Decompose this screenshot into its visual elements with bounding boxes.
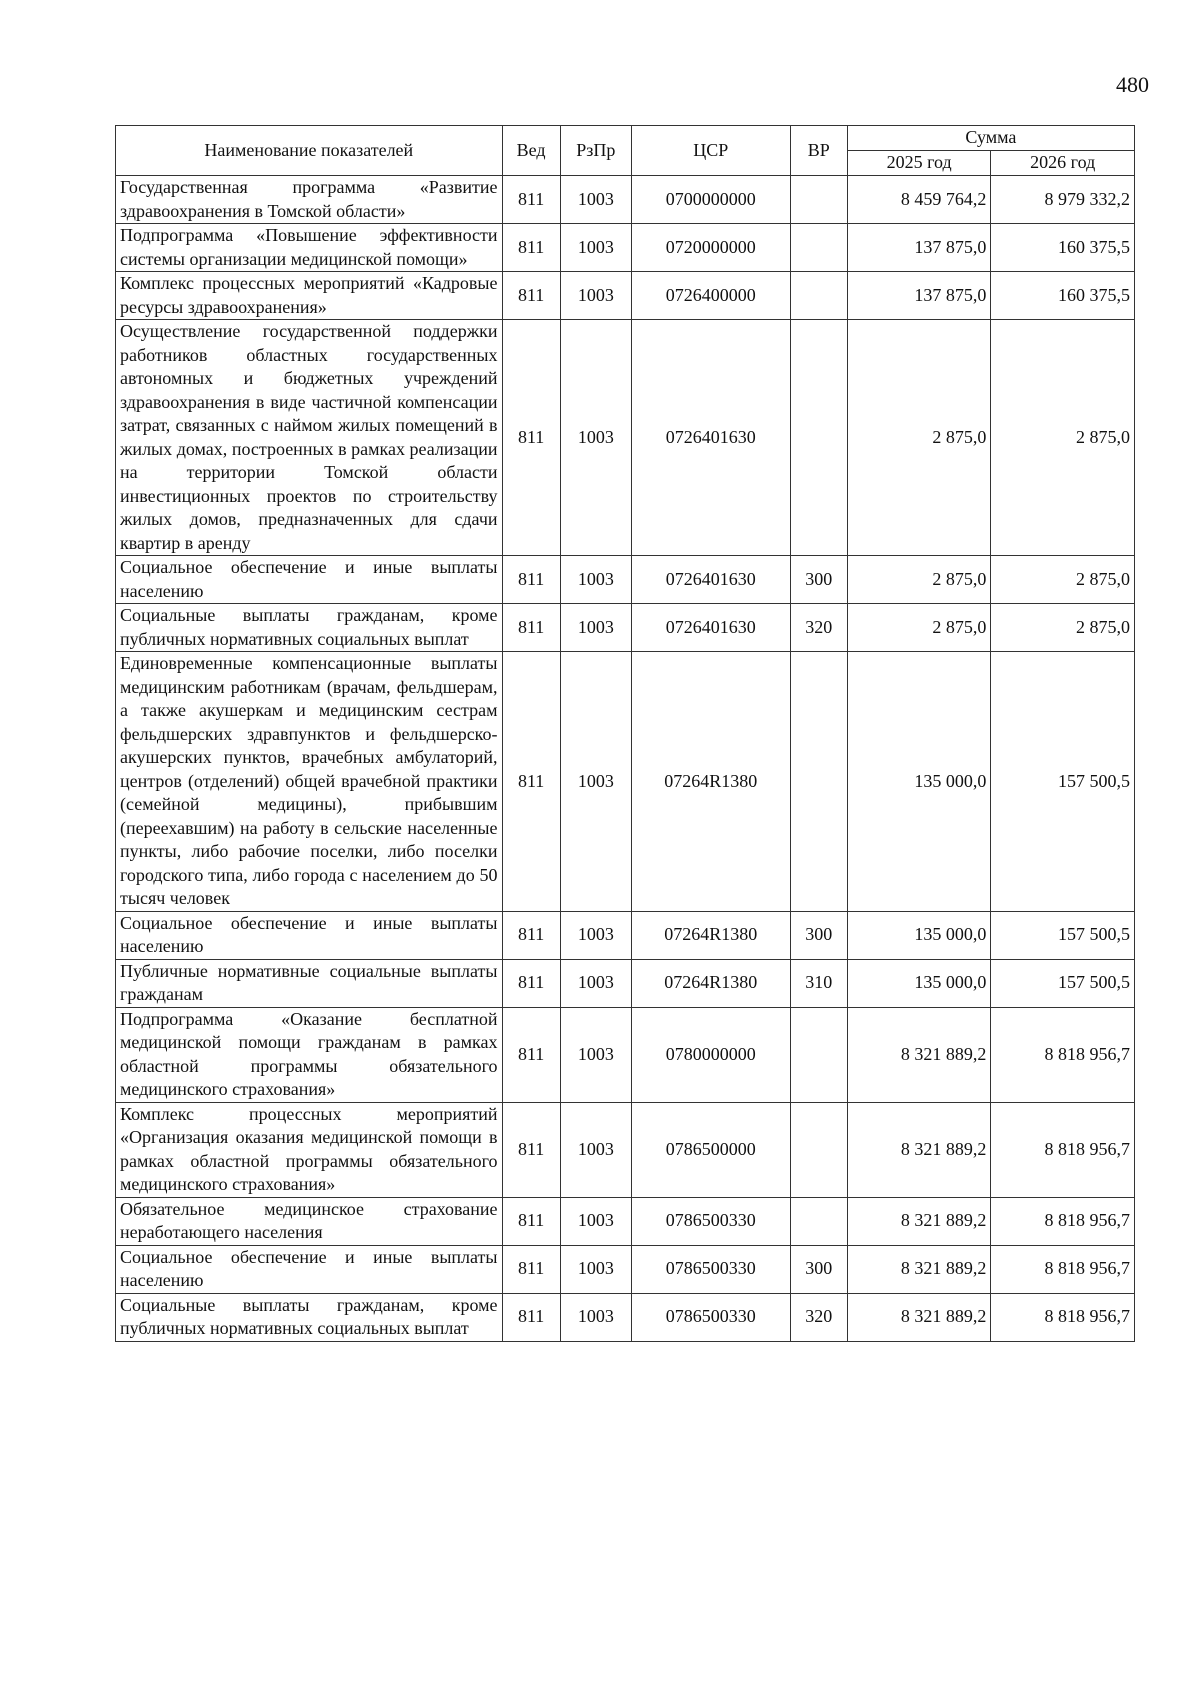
row-name-cell: Социальное обеспечение и иные выплаты населению	[116, 1245, 503, 1293]
col-header-vr: ВР	[790, 126, 847, 176]
row-csr-cell: 0786500330	[632, 1293, 791, 1341]
table-row	[116, 1102, 1135, 1197]
row-2025-cell: 2 875,0	[847, 320, 991, 556]
row-ved-cell: 811	[502, 911, 560, 959]
table-row	[116, 604, 1135, 652]
row-csr-cell: 0726401630	[632, 320, 791, 556]
row-2025-cell: 8 459 764,2	[847, 176, 991, 224]
row-vr-cell	[790, 1007, 847, 1102]
row-ved-cell: 811	[502, 1245, 560, 1293]
table-row	[116, 320, 1135, 556]
row-vr-cell: 320	[790, 604, 847, 652]
row-vr-cell	[790, 320, 847, 556]
row-rzpr-cell: 1003	[560, 652, 631, 912]
row-csr-cell: 0786500000	[632, 1102, 791, 1197]
row-rzpr-cell: 1003	[560, 1293, 631, 1341]
col-header-ved: Вед	[502, 126, 560, 176]
col-header-csr: ЦСР	[632, 126, 791, 176]
row-name-cell: Социальное обеспечение и иные выплаты населению	[116, 556, 503, 604]
table-row	[116, 652, 1135, 912]
row-2026-cell: 8 818 956,7	[991, 1197, 1135, 1245]
table-row	[116, 911, 1135, 959]
row-rzpr-cell: 1003	[560, 224, 631, 272]
row-rzpr-cell: 1003	[560, 320, 631, 556]
table-row	[116, 224, 1135, 272]
row-name-cell: Подпрограмма «Повышение эффективности системы организации медицинской помощи»	[116, 224, 503, 272]
row-rzpr-cell: 1003	[560, 911, 631, 959]
row-2025-cell: 8 321 889,2	[847, 1293, 991, 1341]
table-row	[116, 959, 1135, 1007]
row-2026-cell: 160 375,5	[991, 272, 1135, 320]
row-vr-cell	[790, 1102, 847, 1197]
row-ved-cell: 811	[502, 272, 560, 320]
table-row	[116, 1197, 1135, 1245]
row-rzpr-cell: 1003	[560, 1007, 631, 1102]
col-header-sum: Сумма	[847, 126, 1134, 151]
table-row	[116, 1245, 1135, 1293]
col-header-2025: 2025 год	[847, 151, 991, 176]
row-csr-cell: 07264R1380	[632, 959, 791, 1007]
row-name-cell: Публичные нормативные социальные выплаты гражданам	[116, 959, 503, 1007]
row-name-cell: Социальные выплаты гражданам, кроме публичных нормативных социальных выплат	[116, 604, 503, 652]
budget-table	[115, 125, 1135, 1342]
row-2025-cell: 135 000,0	[847, 911, 991, 959]
row-rzpr-cell: 1003	[560, 1197, 631, 1245]
row-2025-cell: 2 875,0	[847, 556, 991, 604]
col-header-2026: 2026 год	[991, 151, 1135, 176]
row-2026-cell: 2 875,0	[991, 604, 1135, 652]
row-csr-cell: 0726401630	[632, 556, 791, 604]
row-vr-cell	[790, 224, 847, 272]
row-rzpr-cell: 1003	[560, 959, 631, 1007]
table-row	[116, 1293, 1135, 1341]
row-ved-cell: 811	[502, 1102, 560, 1197]
table-row	[116, 556, 1135, 604]
row-name-cell: Обязательное медицинское страхование неработающего населения	[116, 1197, 503, 1245]
row-ved-cell: 811	[502, 1007, 560, 1102]
row-rzpr-cell: 1003	[560, 556, 631, 604]
row-vr-cell	[790, 176, 847, 224]
row-csr-cell: 0720000000	[632, 224, 791, 272]
row-2026-cell: 157 500,5	[991, 911, 1135, 959]
row-ved-cell: 811	[502, 176, 560, 224]
row-name-cell: Единовременные компенсационные выплаты медицинским работникам (врачам, фельдшерам, а также акушеркам и медицинским сестрам фельдшерских здравпунктов и фельдшерско-акушерских пунктов, врачебных амбулаторий, центров (отделений) общей врачебной практики (семейной медицины), прибывшим (переехавшим) на работу в сельские населенные пункты, либо рабочие поселки, либо поселки городского типа, либо города с населением до 50 тысяч человек	[116, 652, 503, 912]
row-2025-cell: 8 321 889,2	[847, 1245, 991, 1293]
row-ved-cell: 811	[502, 224, 560, 272]
row-2026-cell: 8 818 956,7	[991, 1245, 1135, 1293]
row-vr-cell	[790, 272, 847, 320]
row-ved-cell: 811	[502, 320, 560, 556]
table-row	[116, 272, 1135, 320]
row-name-cell: Осуществление государственной поддержки работников областных государственных автономных и бюджетных учреждений здравоохранения в виде частичной компенсации затрат, связанных с наймом жилых помещений в жилых домах, построенных в рамках реализации на территории Томской области инвестиционных проектов по строительству жилых домов, предназначенных для сдачи квартир в аренду	[116, 320, 503, 556]
row-2025-cell: 135 000,0	[847, 959, 991, 1007]
row-csr-cell: 07264R1380	[632, 652, 791, 912]
row-rzpr-cell: 1003	[560, 1102, 631, 1197]
row-name-cell: Комплекс процессных мероприятий «Кадровые ресурсы здравоохранения»	[116, 272, 503, 320]
row-rzpr-cell: 1003	[560, 272, 631, 320]
table-body	[116, 176, 1135, 1342]
row-csr-cell: 0786500330	[632, 1197, 791, 1245]
row-vr-cell	[790, 652, 847, 912]
col-header-rzpr: РзПр	[560, 126, 631, 176]
row-2026-cell: 157 500,5	[991, 652, 1135, 912]
row-vr-cell: 300	[790, 911, 847, 959]
row-2026-cell: 160 375,5	[991, 224, 1135, 272]
row-vr-cell: 320	[790, 1293, 847, 1341]
row-csr-cell: 0700000000	[632, 176, 791, 224]
row-2026-cell: 8 979 332,2	[991, 176, 1135, 224]
row-ved-cell: 811	[502, 604, 560, 652]
row-2026-cell: 157 500,5	[991, 959, 1135, 1007]
row-ved-cell: 811	[502, 1293, 560, 1341]
row-csr-cell: 0726401630	[632, 604, 791, 652]
row-ved-cell: 811	[502, 959, 560, 1007]
row-name-cell: Социальное обеспечение и иные выплаты населению	[116, 911, 503, 959]
table-row	[116, 1007, 1135, 1102]
page-number: 480	[1116, 72, 1149, 97]
row-2026-cell: 8 818 956,7	[991, 1007, 1135, 1102]
row-2026-cell: 2 875,0	[991, 320, 1135, 556]
row-ved-cell: 811	[502, 652, 560, 912]
row-2025-cell: 2 875,0	[847, 604, 991, 652]
row-rzpr-cell: 1003	[560, 176, 631, 224]
row-2026-cell: 8 818 956,7	[991, 1293, 1135, 1341]
row-vr-cell: 310	[790, 959, 847, 1007]
row-ved-cell: 811	[502, 556, 560, 604]
row-2026-cell: 2 875,0	[991, 556, 1135, 604]
row-name-cell: Подпрограмма «Оказание бесплатной медицинской помощи гражданам в рамках областной программы обязательного медицинского страхования»	[116, 1007, 503, 1102]
row-2026-cell: 8 818 956,7	[991, 1102, 1135, 1197]
row-csr-cell: 0786500330	[632, 1245, 791, 1293]
row-ved-cell: 811	[502, 1197, 560, 1245]
row-vr-cell: 300	[790, 556, 847, 604]
row-2025-cell: 135 000,0	[847, 652, 991, 912]
row-2025-cell: 137 875,0	[847, 224, 991, 272]
col-header-name: Наименование показателей	[116, 126, 503, 176]
row-name-cell: Социальные выплаты гражданам, кроме публичных нормативных социальных выплат	[116, 1293, 503, 1341]
row-name-cell: Комплекс процессных мероприятий «Организация оказания медицинской помощи в рамках областной программы обязательного медицинского страхования»	[116, 1102, 503, 1197]
row-vr-cell	[790, 1197, 847, 1245]
row-csr-cell: 0780000000	[632, 1007, 791, 1102]
row-2025-cell: 8 321 889,2	[847, 1102, 991, 1197]
row-2025-cell: 8 321 889,2	[847, 1197, 991, 1245]
row-2025-cell: 8 321 889,2	[847, 1007, 991, 1102]
row-csr-cell: 07264R1380	[632, 911, 791, 959]
table-row	[116, 176, 1135, 224]
row-name-cell: Государственная программа «Развитие здравоохранения в Томской области»	[116, 176, 503, 224]
row-csr-cell: 0726400000	[632, 272, 791, 320]
row-vr-cell: 300	[790, 1245, 847, 1293]
row-rzpr-cell: 1003	[560, 1245, 631, 1293]
row-rzpr-cell: 1003	[560, 604, 631, 652]
row-2025-cell: 137 875,0	[847, 272, 991, 320]
